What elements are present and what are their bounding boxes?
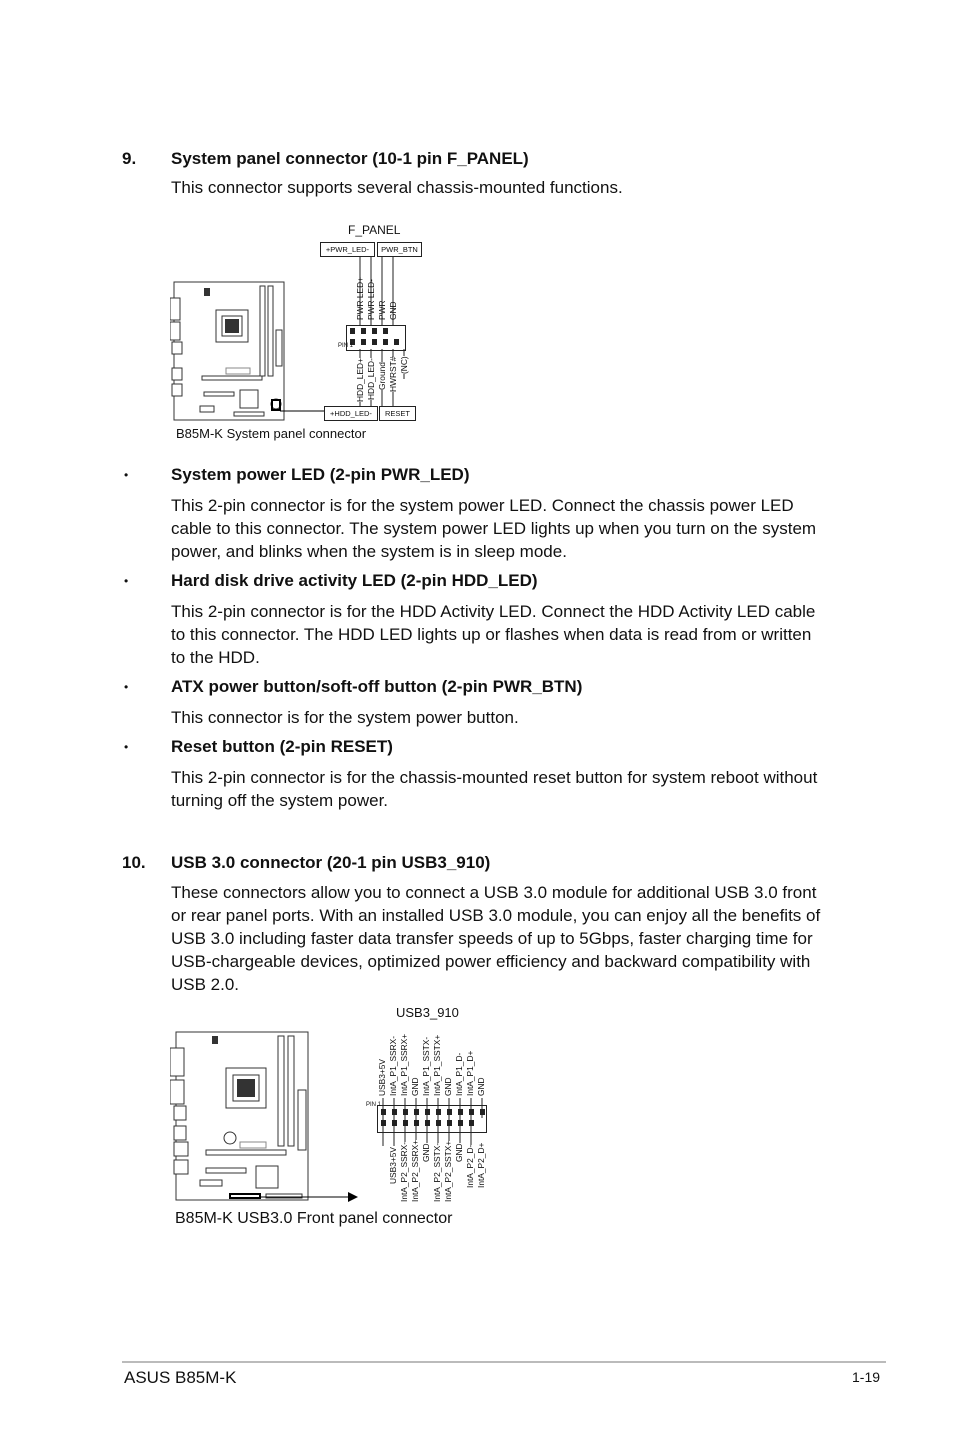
footer-page-number: 1-19 <box>852 1369 881 1385</box>
usb3-top-pin-6: IntA_P1_SSTX+ <box>432 1034 442 1096</box>
bullet-1-symbol: • <box>124 468 129 482</box>
usb3-caption: B85M-K USB3.0 Front panel connector <box>175 1210 453 1227</box>
section-10-line-5: USB 2.0. <box>171 975 240 994</box>
f-panel-pins <box>346 325 406 351</box>
usb3-bottom-pin-4: GND <box>421 1143 431 1162</box>
usb3-pin1: PIN 1 <box>366 1102 382 1108</box>
pin-label-hwrst: HWRST# <box>388 356 398 392</box>
pwr-btn-box: PWR_BTN <box>377 242 422 257</box>
section-10-line-1: These connectors allow you to connect a USB 3.0 module for additional USB 3.0 front <box>171 883 817 902</box>
bullet-1-line-1: This 2-pin connector is for the system power LED. Connect the chassis power LED <box>171 496 794 515</box>
usb3-top-pin-10: GND <box>476 1077 486 1096</box>
pin-label-gnd: GND <box>388 301 398 320</box>
usb3-pointer-arrow <box>260 1190 360 1204</box>
pin-label-ground: Ground <box>377 362 387 390</box>
usb3-top-pin-2: IntA_P1_SSRX- <box>388 1035 398 1096</box>
bullet-1-line-2: cable to this connector. The system power LED lights up when you turn on the system <box>171 519 817 538</box>
bullet-2-symbol: • <box>124 574 129 588</box>
usb3-bottom-pin-1: USB3+5V <box>388 1146 398 1184</box>
usb3-motherboard-illustration <box>170 1030 312 1202</box>
f-panel-label: F_PANEL <box>348 223 401 237</box>
usb3-bottom-pin-8: IntA_P2_D- <box>465 1144 475 1188</box>
section-9-title: System panel connector (10-1 pin F_PANEL) <box>171 149 529 168</box>
bullet-4-title: Reset button (2-pin RESET) <box>171 737 393 756</box>
bullet-1-line-3: power, and blinks when the system is in sleep mode. <box>171 542 567 561</box>
usb3-top-pin-8: IntA_P1_D- <box>454 1052 464 1096</box>
bullet-1-title: System power LED (2-pin PWR_LED) <box>171 465 470 484</box>
usb3-top-pin-5: IntA_P1_SSTX- <box>421 1036 431 1096</box>
usb3-bottom-pin-7: GND <box>454 1143 464 1162</box>
usb3-pins <box>377 1098 489 1146</box>
bullet-3-title: ATX power button/soft-off button (2-pin PWR_BTN) <box>171 677 583 696</box>
pwr-led-box: +PWR_LED- <box>320 242 375 257</box>
hdd-led-box: +HDD_LED- <box>324 406 378 421</box>
bullet-3-line-1: This connector is for the system power button. <box>171 708 519 727</box>
usb3-bottom-pin-3: IntA_P2_SSRX+ <box>410 1139 420 1202</box>
pin-label-nc: (NC) <box>399 356 409 374</box>
pin-label-pwr: PWR <box>377 300 387 320</box>
bullet-2-line-1: This 2-pin connector is for the HDD Activity LED. Connect the HDD Activity LED cable <box>171 602 816 621</box>
usb3-label: USB3_910 <box>396 1005 459 1020</box>
usb3-top-pin-4: GND <box>410 1077 420 1096</box>
section-10-line-2: or rear panel ports. With an installed USB 3.0 module, you can enjoy all the benefits of <box>171 906 821 925</box>
pin-label-pwr-led-minus: PWR LED- <box>366 279 376 320</box>
section-9-intro: This connector supports several chassis-mounted functions. <box>171 178 623 197</box>
pin-label-hdd-led-plus: HDD_LED+ <box>355 358 365 402</box>
bullet-3-symbol: • <box>124 680 129 694</box>
section-9-number: 9. <box>122 149 137 168</box>
reset-box: RESET <box>379 406 416 421</box>
section-10-number: 10. <box>122 853 146 872</box>
footer-model: ASUS B85M-K <box>124 1368 237 1387</box>
f-panel-caption: B85M-K System panel connector <box>176 426 367 441</box>
usb3-top-pin-9: IntA_P1_D+ <box>465 1050 475 1096</box>
section-10-line-3: USB 3.0 including faster data transfer speeds of up to 5Gbps, faster charging time for <box>171 929 813 948</box>
usb3-top-pin-1: USB3+5V <box>377 1058 387 1096</box>
footer-rule <box>122 1361 886 1363</box>
f-panel-pin1: PIN 1 <box>338 343 354 349</box>
pin-label-hdd-led-minus: HDD_LED- <box>366 358 376 400</box>
bullet-4-line-2: turning off the system power. <box>171 791 389 810</box>
bullet-2-line-3: to the HDD. <box>171 648 260 667</box>
pin-label-pwr-led-plus: PWR LED+ <box>355 276 365 320</box>
bullet-2-title: Hard disk drive activity LED (2-pin HDD_LED) <box>171 571 538 590</box>
bullet-2-line-2: to this connector. The HDD LED lights up or flashes when data is read from or written <box>171 625 812 644</box>
usb3-bottom-pin-6: IntA_P2_SSTX+ <box>443 1140 453 1202</box>
bullet-4-symbol: • <box>124 740 129 754</box>
section-10-line-4: USB-chargeable devices, optimized power efficiency and backward compatibility with <box>171 952 811 971</box>
usb3-bottom-pin-2: IntA_P2_SSRX- <box>399 1141 409 1202</box>
section-10-title: USB 3.0 connector (20-1 pin USB3_910) <box>171 853 491 872</box>
usb3-top-pin-3: IntA_P1_SSRX+ <box>399 1033 409 1096</box>
usb3-top-pin-7: GND <box>443 1077 453 1096</box>
usb3-bottom-pin-5: IntA_P2_SSTX- <box>432 1142 442 1202</box>
bullet-4-line-1: This 2-pin connector is for the chassis-mounted reset button for system reboot without <box>171 768 818 787</box>
motherboard-illustration <box>170 280 290 422</box>
usb3-bottom-pin-9: IntA_P2_D+ <box>476 1142 486 1188</box>
